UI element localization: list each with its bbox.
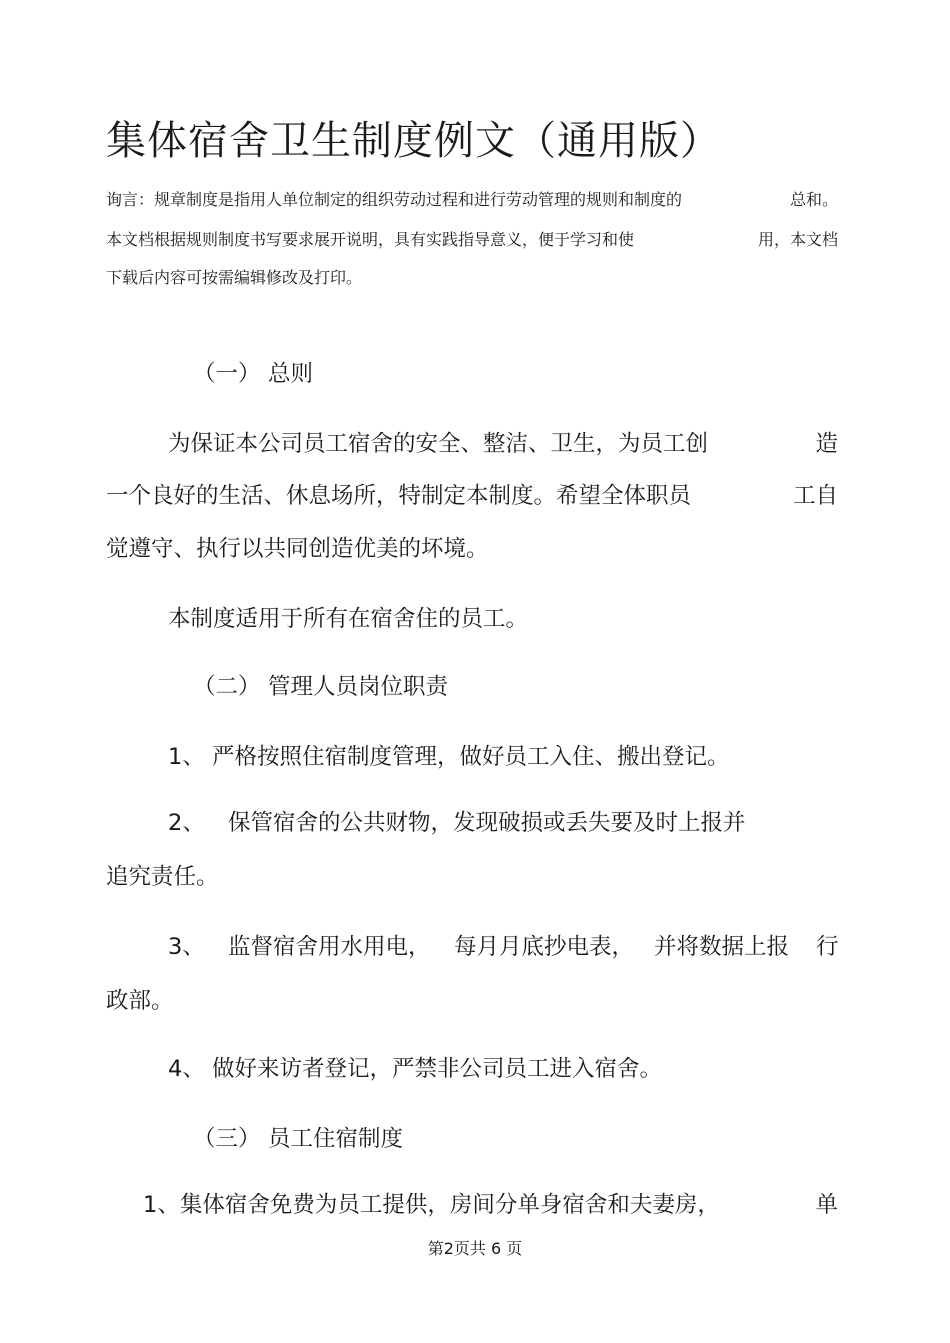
section-2-item-3-part-3: 并将数据上报 bbox=[654, 934, 790, 960]
intro-line-3 bbox=[106, 267, 838, 289]
section-3-heading: 员工住宿制度 bbox=[268, 1126, 404, 1152]
intro-line-3-text: 下载后内容可按需编辑修改及打印。 bbox=[106, 268, 363, 287]
section-1-heading: 总则 bbox=[268, 361, 314, 387]
section-2-item-3-part-2: 每月月底抄电表， bbox=[454, 934, 635, 960]
document-title: 集体宿舍卫生制度例文（通用版） bbox=[106, 118, 721, 164]
section-1-para-2: 本制度适用于所有在宿舍住的员工。 bbox=[168, 606, 529, 632]
section-2-item-3-number: 3、 bbox=[168, 934, 205, 960]
section-2-item-2: 保管宿舍的公共财物，发现破损或丢失要及时上报并 bbox=[228, 810, 746, 836]
section-3-item-1-text: 1、集体宿舍免费为员工提供，房间分单身宿舍和夫妻房， bbox=[143, 1192, 720, 1218]
intro-line-2-text: 本文档根据规则制度书写要求展开说明，具有实践指导意义，便于学习和使 bbox=[106, 230, 635, 249]
section-3-heading-number: （三） bbox=[193, 1126, 261, 1152]
section-1-para-1-line-2-end: 工自 bbox=[792, 483, 838, 509]
section-2-item-2-continued: 追究责任。 bbox=[106, 864, 219, 890]
section-1-para-1-line-2 bbox=[106, 481, 838, 511]
section-2-heading: 管理人员岗位职责 bbox=[268, 674, 449, 700]
section-2-item-1: 1、 严格按照住宿制度管理，做好员工入住、搬出登记。 bbox=[168, 744, 730, 770]
section-2-item-2-number: 2、 bbox=[168, 810, 205, 836]
section-1-para-1-line-1-end: 造 bbox=[815, 431, 838, 457]
section-1-para-1-line-1-text: 为保证本公司员工宿舍的安全、整洁、卫生，为员工创 bbox=[168, 431, 709, 457]
section-1-para-1-line-2-text: 一个良好的生活、休息场所，特制定本制度。希望全体职员 bbox=[106, 483, 692, 509]
intro-line-1-text: 询言：规章制度是指用人单位制定的组织劳动过程和进行劳动管理的规则和制度的 bbox=[106, 190, 683, 209]
intro-line-1-end: 总和。 bbox=[789, 190, 838, 209]
section-3-item-1 bbox=[143, 1190, 838, 1220]
intro-line-2 bbox=[106, 229, 838, 251]
section-1-heading-number: （一） bbox=[193, 361, 261, 387]
section-2-item-3-part-4: 行 bbox=[816, 934, 839, 960]
section-2-item-3-part-1: 监督宿舍用水用电， bbox=[228, 934, 431, 960]
section-2-item-4: 4、 做好来访者登记，严禁非公司员工进入宿舍。 bbox=[168, 1056, 662, 1082]
page-footer: 第2页共 6 页 bbox=[427, 1239, 523, 1258]
section-3-item-1-end: 单 bbox=[815, 1192, 838, 1218]
intro-line-1 bbox=[106, 189, 838, 211]
section-2-heading-number: （二） bbox=[193, 674, 261, 700]
intro-line-2-end: 用，本文档 bbox=[757, 230, 838, 249]
section-2-item-3-continued: 政部。 bbox=[106, 988, 174, 1014]
section-1-para-1-line-3: 觉遵守、执行以共同创造优美的坏境。 bbox=[106, 536, 489, 562]
